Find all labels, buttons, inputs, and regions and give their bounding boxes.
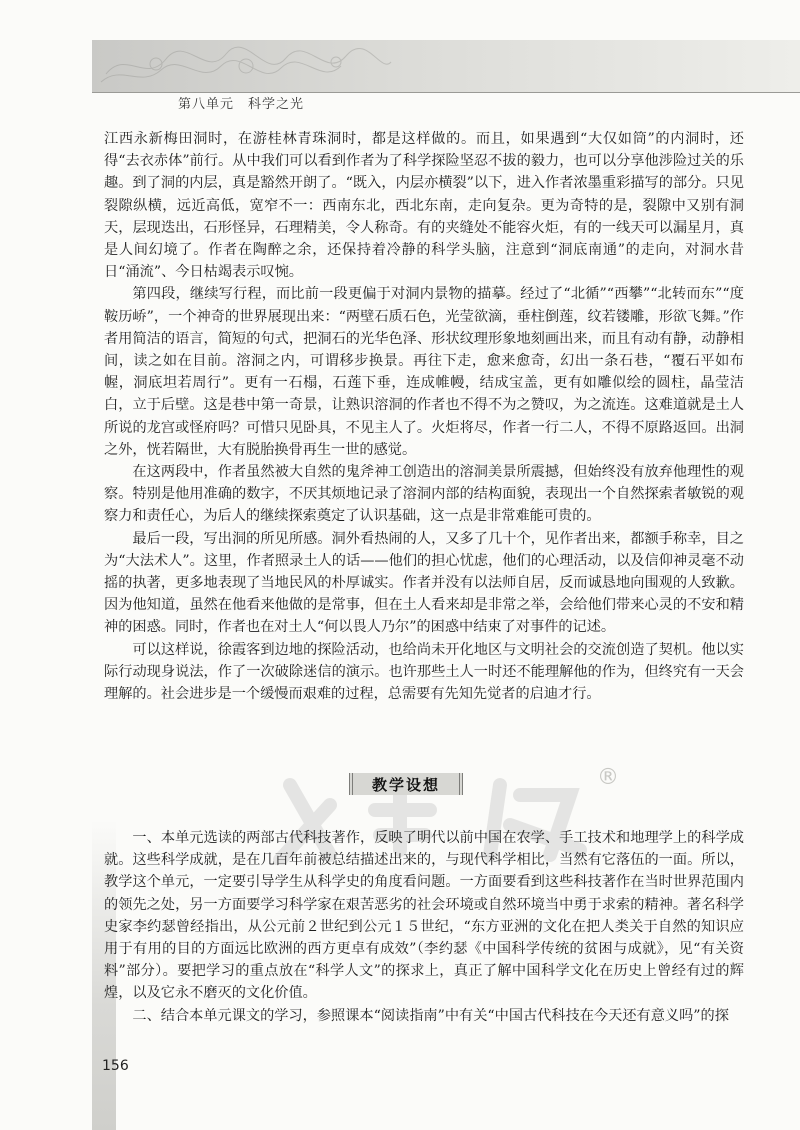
section-title-bar: [349, 773, 463, 795]
teaching-text: [104, 827, 744, 1027]
unit-title: 第八单元 科学之光: [178, 97, 305, 112]
teaching-paragraph: 二、结合本单元课文的学习，参照课本“阅读指南”中有关“中国古代科技在今天还有意义吗”的探: [132, 1007, 729, 1024]
commentary-text: [104, 128, 744, 705]
registered-mark: ®: [597, 765, 619, 790]
body-paragraph: 江西永新梅田洞时，在游桂林青珠洞时，都是这样做的。而且，如果遇到“大仅如筒”的内洞时，还得“去衣赤体”前行。从中我们可以看到作者为了科学探险坚忍不拔的毅力，也可以分享他涉险过关的乐趣。到了洞的内层，真是豁然开朗了。“既入，内层亦横裂”以下，进入作者浓墨重彩描写的部分。只见裂隙纵横，远近高低，宽窄不一：西南东北，西北东南，走向复杂。更为奇特的是，裂隙中又别有洞天，层现迭出，石形怪异，石理精美，令人称奇。有的夹缝处不能容火炬，有的一线天可以漏星月，真是人间幻境了。作者在陶醉之余，还保持着冷静的科学头脑，注意到“洞底南通”的走向，对洞水昔日“涌流”、今日枯竭表示叹惋。: [104, 131, 744, 281]
body-paragraph: 最后一段，写出洞的所见所感。洞外看热闹的人，又多了几十个，见作者出来，都额手称幸，目之为“大法术人”。这里，作者照录土人的话——他们的担心忧虑，他们的心理活动，以及信仰神灵毫不动摇的执著，更多地表现了当地民风的朴厚诚实。作者并没有以法师自居，反而诚恳地向围观的人致歉。因为他知道，虽然在他看来他做的是常事，但在土人看来却是非常之举，会给他们带来心灵的不安和精神的困惑。同时，作者也在对土人“何以畏人乃尔”的困惑中结束了对事件的记述。: [104, 530, 744, 636]
body-paragraph: 可以这样说，徐霞客到边地的探险活动，也给尚未开化地区与文明社会的交流创造了契机。他以实际行动现身说法，作了一次破除迷信的演示。也许那些土人一时还不能理解他的作为，但终究有一天会理解的。社会进步是一个缓慢而艰难的过程，总需要有先知先觉者的启迪才行。: [104, 641, 744, 703]
body-paragraph: 第四段，继续写行程，而比前一段更偏于对洞内景物的描摹。经过了“北循”“西攀”“北转而东”“度鞍历峤”，一个神奇的世界展现出来：“两壁石质石色，光莹欲滴，垂柱倒莲，纹若镂雕，形欲飞舞。”作者用简洁的语言，简短的句式，把洞石的光华色泽、形状纹理形象地刻画出来，而且有动有静，动静相间，读之如在目前。溶洞之内，可谓移步换景。再往下走，愈来愈奇，幻出一条石巷，“覆石平如布幄，洞底坦若周行”。更有一石榻，石莲下垂，连成帷幔，结成宝盖，更有如雕似绘的圆柱，晶莹洁白，立于后壁。这是巷中第一奇景，让熟识溶洞的作者也不得不为之赞叹，为之流连。这难道就是土人所说的龙宫或怪府吗？可惜只见卧具，不见主人了。火炬将尽，作者一行二人，不得不原路返回。出洞之外，恍若隔世，大有脱胎换骨再生一世的感觉。: [104, 286, 744, 458]
body-paragraph: 在这两段中，作者虽然被大自然的鬼斧神工创造出的溶洞美景所震撼，但始终没有放弃他理性的观察。特别是他用准确的数字，不厌其烦地记录了溶洞内部的结构面貌，表现出一个自然探索者敏锐的观察力和责任心，为后人的继续探索奠定了认识基础，这一点是非常难能可贵的。: [104, 464, 744, 525]
header-decorative-pattern: [96, 44, 396, 88]
teaching-paragraph: 一、本单元选读的两部古代科技著作，反映了明代以前中国在农学、手工技术和地理学上的科学成就。这些科学成就，是在几百年前被总结描述出来的，与现代科学相比，当然有它落伍的一面。所以，教学这个单元，一定要引导学生从科学史的角度看问题。一方面要看到这些科技著作在当时世界范围内的领先之处，另一方面要学习科学家在艰苦恶劣的社会环境或自然环境当中勇于求索的精神。著名科学史家李约瑟曾经指出，从公元前２世纪到公元１５世纪，“东方亚洲的文化在把人类关于自然的知识应用于有用的目的方面远比欧洲的西方更卓有成效”（李约瑟《中国科学传统的贫困与成就》，见“有关资料”部分）。要把学习的重点放在“科学人文”的探求上，真正了解中国科学文化在历史上曾经有过的辉煌，以及它永不磨灭的文化价值。: [104, 830, 744, 1002]
page-number: 156: [102, 1058, 129, 1074]
section-title: 教学设想: [371, 775, 440, 794]
